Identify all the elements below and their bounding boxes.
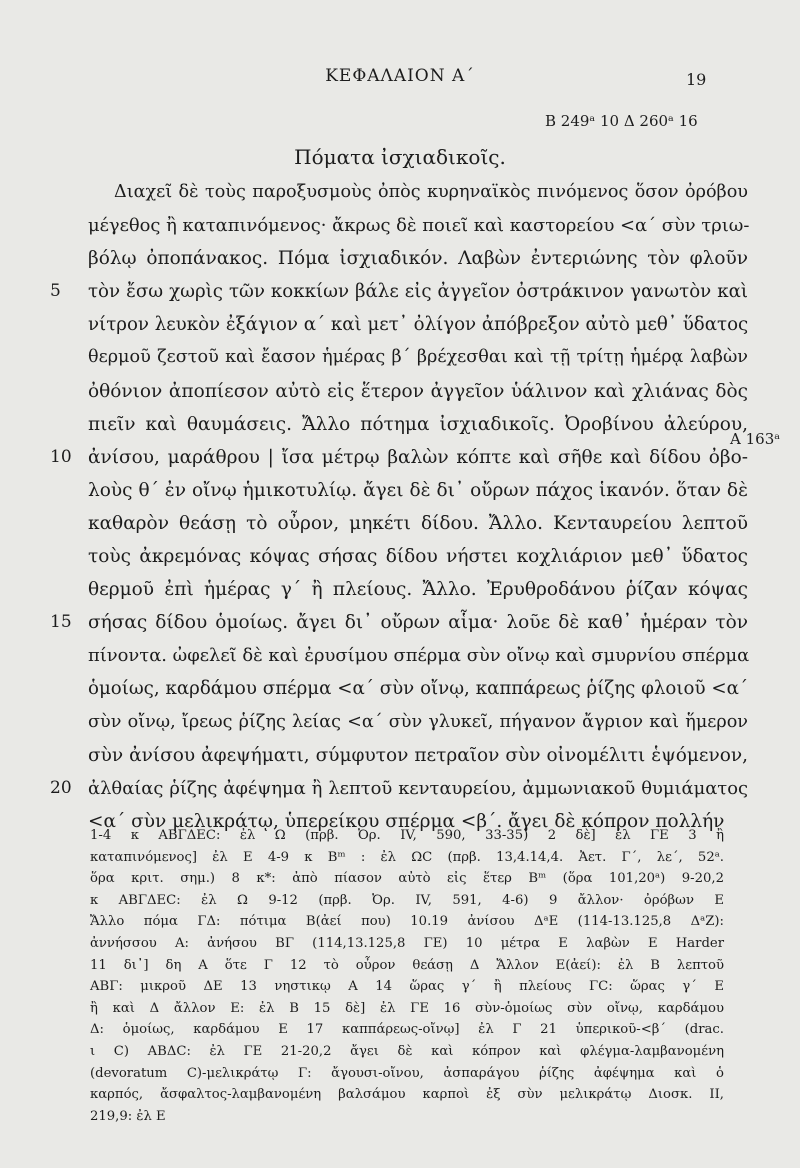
apparatus-line: ὅρα κριτ. σημ.) 8 κ*: ἀπὸ πίασον αὐτὸ εἰς ἕτερ Bᵐ (ὅρα 101,20ᵃ) 9-20,2	[90, 871, 724, 887]
text-line	[50, 441, 748, 474]
text-line	[88, 573, 748, 606]
text-line	[50, 606, 748, 639]
line-text: σὺν ἀνίσου ἀφεψήματι, σύμφυτον πετραῖον σὺν οἰνομέλιτι ἑψόμενον,	[88, 744, 748, 766]
apparatus-line: ἀννήσσου Α: ἀνήσου ΒΓ (114,13.125,8 ΓΕ) 10 μέτρα Ε λαβὼν Ε Harder	[90, 935, 724, 951]
line-number: 20	[50, 777, 72, 798]
line-text: πιεῖν καὶ θαυμάσεις. Ἄλλο πότημα ἰσχιαδικοῖς. Ὀροβίνου ἀλεύρου,	[88, 413, 748, 435]
apparatus-line: ι C) ΑΒΔC: ἐλ ΓΕ 21-20,2 ἄγει δὲ καὶ κόπρον καὶ φλέγμα-λαμβανομένη	[90, 1043, 724, 1059]
line-number: 5	[50, 281, 61, 302]
text-line	[88, 176, 748, 209]
apparatus-line: Δ: ὁμοίως, καρδάμου Ε 17 καππάρεως-οἴνῳ] ἐλ Γ 21 ὑπερικοῦ-<β΄ (drac.	[90, 1022, 724, 1038]
text-line	[88, 341, 748, 374]
apparatus-line: Ἄλλο πόμα ΓΔ: πότιμα Β(ἀεί που) 10.19 ἀνίσου ΔᵃΕ (114-13.125,8 ΔᵃΖ):	[90, 914, 724, 930]
critical-apparatus	[90, 825, 724, 1127]
text-line	[88, 507, 748, 540]
line-text: νίτρον λευκὸν ἐξάγιον α΄ καὶ μετ᾽ ὀλίγον ἀπόβρεξον αὐτὸ μεθ᾽ ὕδατος	[88, 314, 749, 336]
text-line	[88, 242, 748, 275]
text-line	[50, 275, 748, 308]
apparatus-line: κ ΑΒΓΔΕC: ἐλ Ω 9-12 (πρβ. Ὀρ. IV, 591, 4-6) 9 ἄλλον· ὀρόβων Ε	[90, 892, 724, 908]
line-text: Διαχεῖ δὲ τοὺς παροξυσμοὺς ὀπὸς κυρηναϊκὸς πινόμενος ὅσον ὀρόβου	[114, 182, 748, 202]
running-header: ΚΕΦΑΛΑΙΟΝ Α΄	[325, 66, 475, 86]
apparatus-line: ἢ καὶ Δ ἄλλον Ε: ἐλ Β 15 δὲ] ἐλ ΓΕ 16 σὺν-ὁμοίως σὺν οἴνῳ, καρδάμου	[90, 1000, 724, 1016]
text-line	[88, 474, 748, 507]
line-text: σὺν οἴνῳ, ἴρεως ῥίζης λείας <α΄ σὺν γλυκεῖ, πήγανον ἄγριον καὶ ἥμερον	[88, 711, 748, 732]
line-number: 10	[50, 446, 72, 467]
apparatus-line: (devoratum C)-μελικράτῳ Γ: ἄγουσι-οἴνου, ἀσπαράγου ῥίζης ἀφέψημα καὶ ὁ	[90, 1065, 724, 1081]
text-line	[88, 375, 748, 408]
line-text: σήσας δίδου ὁμοίως. ἄγει δι᾽ οὔρων αἷμα· λοῦε δὲ καθ᾽ ἡμέραν τὸν	[88, 612, 748, 634]
text-line	[88, 672, 748, 705]
margin-note: A 163ᵃ	[730, 430, 781, 448]
line-text: ὁμοίως, καρδάμου σπέρμα <α΄ σὺν οἴνῳ, καππάρεως ῥίζης φλοιοῦ <α΄	[88, 678, 748, 700]
text-line	[88, 706, 748, 739]
text-line	[88, 739, 748, 772]
line-text: ἀλθαίας ῥίζης ἀφέψημα ἢ λεπτοῦ κενταυρείου, ἀμμωνιακοῦ θυμιάματος	[88, 777, 748, 799]
manuscript-reference: B 249ᵃ 10 Δ 260ᵃ 16	[545, 112, 698, 130]
apparatus-line: καταπινόμενος] ἐλ Ε 4-9 κ Bᵐ : ἐλ ΩC (πρβ. 13,4.14,4. Ἀετ. Γ΄, λε΄, 52ᵃ.	[90, 849, 724, 865]
line-text: μέγεθος ἢ καταπινόμενος· ἄκρως δὲ ποιεῖ καὶ καστορείου <α΄ σὺν τριω-	[88, 215, 750, 237]
page-number: 19	[686, 70, 707, 89]
line-text: τοὺς ἀκρεμόνας κόψας σήσας δίδου νήστει κοχλιάριον μεθ᾽ ὕδατος	[88, 546, 748, 568]
line-text: τὸν ἔσω χωρὶς τῶν κοκκίων βάλε εἰς ἀγγεῖον ὀστράκινον γανωτὸν καὶ	[88, 281, 748, 303]
apparatus-line: 11 δι᾽] δη Α ὅτε Γ 12 τὸ οὖρον θεάσῃ Δ Ἄλλον Ε(ἀεί): ἐλ Β λεπτοῦ	[90, 957, 724, 973]
text-line	[88, 639, 748, 672]
text-line	[88, 209, 748, 242]
line-number: 15	[50, 612, 72, 633]
apparatus-line: ΑΒΓ: μικροῦ ΔΕ 13 νηστικῳ Α 14 ὥρας γ΄ ἢ πλείους ΓC: ὥρας γ΄ Ε	[90, 979, 724, 995]
main-text	[50, 176, 750, 838]
line-text: βόλῳ ὀποπάνακος. Πόμα ἰσχιαδικόν. Λαβὼν ἐντεριώνης τὸν φλοῦν	[88, 248, 748, 270]
section-title: Πόματα ἰσχιαδικοῖς.	[294, 145, 506, 169]
line-text: πίνοντα. ὠφελεῖ δὲ καὶ ἐρυσίμου σπέρμα σὺν οἴνῳ καὶ σμυρνίου σπέρμα	[88, 645, 750, 667]
text-line	[88, 308, 748, 341]
apparatus-line: καρπός, ἄσφαλτος-λαμβανομένη βαλσάμου καρποὶ ἐξ σὺν μελικράτῳ Διοσκ. ΙΙ,	[90, 1087, 724, 1103]
text-line	[88, 408, 748, 441]
line-text: ἀνίσου, μαράθρου | ἴσα μέτρῳ βαλὼν κόπτε καὶ σῆθε καὶ δίδου ὀβο-	[88, 446, 748, 468]
text-line	[88, 540, 748, 573]
line-text: λοὺς θ΄ ἐν οἴνῳ ἡμικοτυλίῳ. ἄγει δὲ δι᾽ οὔρων πάχος ἱκανόν. ὅταν δὲ	[88, 479, 748, 501]
line-text: ὀθόνιον ἀποπίεσον αὐτὸ εἰς ἕτερον ἀγγεῖον ὑάλινον καὶ χλιάνας δὸς	[88, 380, 748, 402]
line-text: θερμοῦ ζεστοῦ καὶ ἔασον ἡμέρας β΄ βρέχεσθαι καὶ τῇ τρίτῃ ἡμέρᾳ λαβὼν	[88, 347, 748, 368]
apparatus-line: 1-4 κ ΑΒΓΔΕC: ἐλ Ω (πρβ. Ὀρ. IV, 590, 33-35) 2 δὲ] ἐλ ΓΕ 3 ἢ	[90, 828, 724, 843]
text-line	[50, 772, 748, 805]
apparatus-line: 219,9: ἐλ Ε	[90, 1108, 166, 1124]
line-text: <α΄ σὺν μελικράτῳ, ὑπερείκου σπέρμα <β΄. ἄγει δὲ κόπρον πολλήν	[88, 810, 725, 832]
line-text: θερμοῦ ἐπὶ ἡμέρας γ΄ ἢ πλείους. Ἄλλο. Ἐρυθροδάνου ῥίζαν κόψας	[88, 579, 748, 601]
line-text: καθαρὸν θεάσῃ τὸ οὖρον, μηκέτι δίδου. Ἄλλο. Κενταυρείου λεπτοῦ	[88, 512, 748, 534]
